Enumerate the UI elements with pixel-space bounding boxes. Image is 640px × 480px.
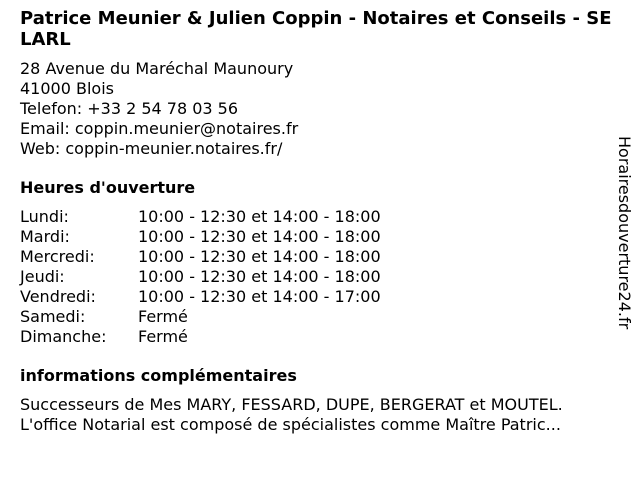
time-value: Fermé: [138, 327, 188, 346]
hours-row: [20, 267, 612, 287]
website: Web: coppin-meunier.notaires.fr/: [20, 139, 283, 158]
address-street: 28 Avenue du Maréchal Maunoury: [20, 59, 294, 78]
time-value: Fermé: [138, 307, 188, 326]
hours-table: [20, 207, 612, 347]
day-label: Vendredi:: [20, 287, 96, 306]
day-label: Dimanche:: [20, 327, 107, 346]
hours-row: [20, 247, 612, 267]
business-name: Patrice Meunier & Julien Coppin - Notaires et Conseils - SELARL: [20, 8, 612, 50]
day-label: Jeudi:: [20, 267, 65, 286]
business-card: [20, 8, 612, 435]
info-line: Successeurs de Mes MARY, FESSARD, DUPE, BERGERAT et MOUTEL.: [20, 395, 563, 414]
time-value: 10:00 - 12:30 et 14:00 - 18:00: [138, 227, 381, 246]
hours-row: [20, 227, 612, 247]
site-watermark: Horairesdouverture24.fr: [615, 136, 634, 330]
hours-row: [20, 307, 612, 327]
address-city: 41000 Blois: [20, 79, 114, 98]
info-line: L'office Notarial est composé de spécialistes comme Maître Patric...: [20, 415, 561, 434]
day-label: Samedi:: [20, 307, 86, 326]
email-address: Email: coppin.meunier@notaires.fr: [20, 119, 299, 138]
day-label: Mardi:: [20, 227, 70, 246]
time-value: 10:00 - 12:30 et 14:00 - 18:00: [138, 207, 381, 226]
day-label: Mercredi:: [20, 247, 95, 266]
info-text: [20, 395, 612, 435]
time-value: 10:00 - 12:30 et 14:00 - 18:00: [138, 247, 381, 266]
contact-block: [20, 59, 612, 159]
time-value: 10:00 - 12:30 et 14:00 - 18:00: [138, 267, 381, 286]
day-label: Lundi:: [20, 207, 69, 226]
hours-row: [20, 287, 612, 307]
time-value: 10:00 - 12:30 et 14:00 - 17:00: [138, 287, 381, 306]
hours-row: [20, 207, 612, 227]
info-heading: informations complémentaires: [20, 366, 297, 385]
hours-heading: Heures d'ouverture: [20, 178, 196, 197]
phone-number: Telefon: +33 2 54 78 03 56: [20, 99, 239, 118]
hours-row: [20, 327, 612, 347]
